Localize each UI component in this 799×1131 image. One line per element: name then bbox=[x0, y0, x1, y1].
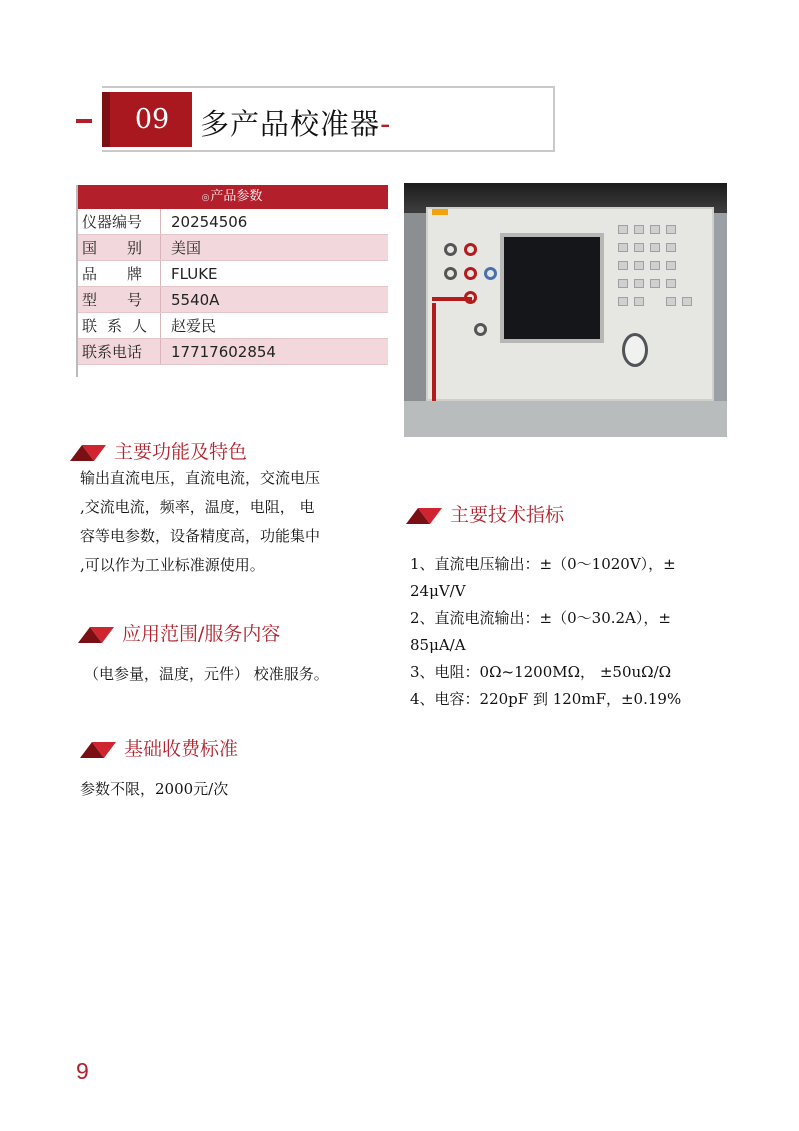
features-line: ,可以作为工业标准源使用。 bbox=[80, 556, 265, 574]
fluke-logo bbox=[432, 209, 448, 215]
keypad-key bbox=[650, 225, 660, 234]
keypad-key bbox=[666, 279, 676, 288]
keypad-key bbox=[666, 297, 676, 306]
params-row-country bbox=[76, 235, 388, 261]
params-value: 赵爱民 bbox=[171, 317, 217, 335]
keypad-key bbox=[666, 261, 676, 270]
keypad-key bbox=[682, 297, 692, 306]
keypad-key bbox=[666, 243, 676, 252]
specs-line: 24μV/V bbox=[410, 582, 466, 600]
keypad-key bbox=[618, 225, 628, 234]
features-line: ,交流电流，频率，温度，电阻， 电 bbox=[80, 498, 315, 516]
terminal-icon bbox=[444, 243, 457, 256]
keypad-key bbox=[650, 279, 660, 288]
fees-heading bbox=[80, 737, 238, 761]
features-heading bbox=[70, 440, 247, 464]
params-heading-text: 产品参数 bbox=[210, 189, 263, 204]
params-value: 20254506 bbox=[171, 213, 248, 231]
test-lead bbox=[432, 297, 472, 301]
keypad-key bbox=[634, 297, 644, 306]
fees-heading-text: 基础收费标准 bbox=[124, 738, 239, 760]
scope-heading bbox=[78, 622, 280, 646]
rotary-knob bbox=[622, 333, 648, 367]
params-row-model bbox=[76, 287, 388, 313]
params-heading bbox=[76, 185, 388, 209]
params-label: 联系人 bbox=[76, 313, 161, 338]
terminal-icon bbox=[444, 267, 457, 280]
terminal-icon bbox=[464, 267, 477, 280]
params-row-brand bbox=[76, 261, 388, 287]
section-marker-icon bbox=[78, 625, 114, 643]
terminal-icon bbox=[464, 243, 477, 256]
params-value: 美国 bbox=[171, 239, 202, 257]
photo-bench bbox=[404, 401, 727, 437]
keypad-key bbox=[618, 297, 628, 306]
badge-shadow bbox=[102, 92, 110, 147]
terminal-icon bbox=[484, 267, 497, 280]
params-label: 型号 bbox=[76, 287, 161, 312]
specs-heading-text: 主要技术指标 bbox=[450, 504, 565, 526]
params-label: 国别 bbox=[76, 235, 161, 260]
keypad-key bbox=[618, 261, 628, 270]
specs-heading bbox=[406, 503, 564, 527]
keypad-key bbox=[634, 225, 644, 234]
specs-line: 2、直流电流输出：±（0～30.2A），± bbox=[410, 609, 671, 627]
section-marker-icon bbox=[70, 443, 106, 461]
params-label: 品牌 bbox=[76, 261, 161, 286]
keypad-key bbox=[666, 225, 676, 234]
keypad-key bbox=[650, 243, 660, 252]
params-table-shadow bbox=[76, 185, 78, 377]
params-label: 联系电话 bbox=[76, 339, 161, 364]
specs-line: 1、直流电压输出：±（0～1020V），± bbox=[410, 555, 676, 573]
keypad-key bbox=[618, 279, 628, 288]
fees-body: 参数不限，2000元/次 bbox=[80, 780, 229, 798]
params-label: 仪器编号 bbox=[76, 209, 161, 234]
page-title-dash: - bbox=[380, 107, 392, 141]
params-row-phone bbox=[76, 339, 388, 365]
features-line: 输出直流电压，直流电流，交流电压 bbox=[80, 469, 321, 487]
specs-line: 3、电阻：0Ω~1200MΩ， ±50uΩ/Ω bbox=[410, 663, 672, 681]
keypad-key bbox=[650, 261, 660, 270]
keypad-key bbox=[634, 279, 644, 288]
params-row-contact bbox=[76, 313, 388, 339]
page-number: 9 bbox=[76, 1058, 89, 1084]
keypad-key bbox=[634, 243, 644, 252]
params-value: FLUKE bbox=[171, 265, 218, 283]
section-marker-icon bbox=[406, 506, 442, 524]
params-value: 5540A bbox=[171, 291, 220, 309]
page-title bbox=[200, 104, 391, 144]
features-heading-text: 主要功能及特色 bbox=[114, 441, 248, 463]
scope-heading-text: 应用范围/服务内容 bbox=[122, 623, 281, 645]
params-row-id bbox=[76, 209, 388, 235]
section-number-badge: 09 bbox=[102, 92, 192, 147]
params-value: 17717602854 bbox=[171, 343, 276, 361]
product-params-table bbox=[76, 185, 388, 365]
scope-body: （电参量，温度，元件） 校准服务。 bbox=[84, 665, 329, 683]
keypad-key bbox=[618, 243, 628, 252]
specs-line: 85μA/A bbox=[410, 636, 466, 654]
calibrator-photo bbox=[404, 183, 727, 437]
keypad-key bbox=[634, 261, 644, 270]
heading-dot-icon: ◎ bbox=[201, 193, 210, 203]
specs-body bbox=[410, 551, 740, 713]
specs-line: 4、电容：220pF 到 120mF，±0.19% bbox=[410, 690, 682, 708]
device-screen bbox=[500, 233, 604, 343]
page-title-text: 多产品校准器 bbox=[200, 107, 381, 141]
section-marker-icon bbox=[80, 740, 116, 758]
features-body bbox=[80, 464, 385, 580]
terminal-icon bbox=[474, 323, 487, 336]
header-left-dash bbox=[76, 119, 92, 123]
features-line: 容等电参数，设备精度高，功能集中 bbox=[80, 527, 321, 545]
